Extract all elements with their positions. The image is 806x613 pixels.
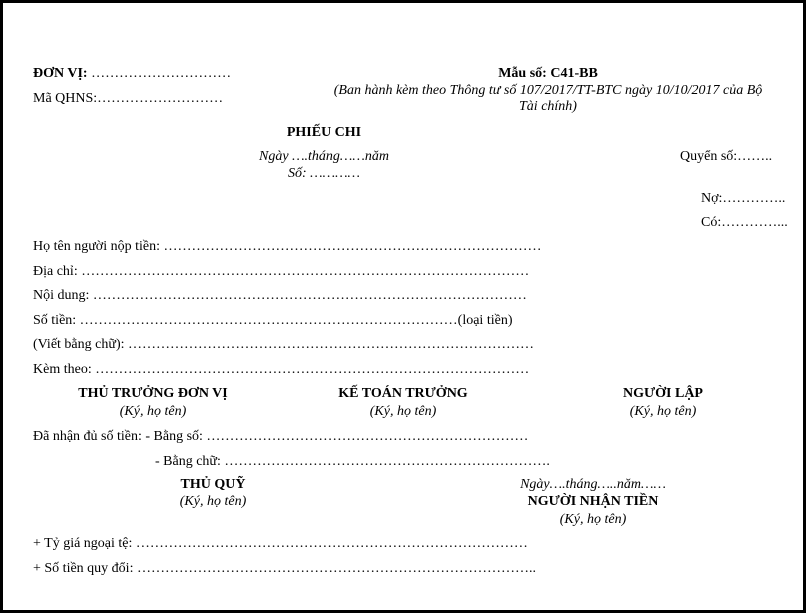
book-number: Quyển số:……..	[680, 149, 773, 164]
page-title: PHIẾU CHI	[286, 125, 362, 140]
attached-field: Kèm theo: …………………………………………………………………………………	[33, 362, 530, 377]
debit-field: Nợ:…………..	[701, 191, 786, 206]
accountant-signature-note: (Ký, họ tên)	[369, 404, 437, 419]
head-signature-note: (Ký, họ tên)	[119, 404, 187, 419]
cashier-signature-title: THỦ QUỸ	[180, 477, 246, 492]
address-field: Địa chỉ: ……………………………………………………………………………………	[33, 264, 530, 279]
issued-line-2: Tài chính)	[519, 99, 577, 114]
amount-words-field: (Viết bằng chữ): ……………………………………………………………………………	[33, 337, 534, 352]
preparer-signature-note: (Ký, họ tên)	[629, 404, 697, 419]
receiver-signature-note: (Ký, họ tên)	[559, 512, 627, 527]
unit-line	[33, 66, 231, 82]
credit-field: Có:…………...	[701, 215, 788, 230]
receiver-signature-title: NGƯỜI NHẬN TIỀN	[527, 494, 659, 509]
head-signature-title: THỦ TRƯỞNG ĐƠN VỊ	[78, 386, 228, 401]
form-number: Mẫu số: C41-BB	[498, 66, 598, 81]
received-by-number: Đã nhận đủ số tiền: - Bằng số: ……………………………………………………………	[33, 429, 529, 444]
unit-dots: …………………………	[87, 66, 232, 81]
receiver-date: Ngày….tháng…..năm……	[520, 477, 666, 492]
cashier-signature-note: (Ký, họ tên)	[179, 494, 247, 509]
converted-amount-field: + Số tiền quy đổi: …………………………………………………………………………..	[33, 561, 536, 576]
title-date: Ngày ….tháng……năm	[259, 149, 389, 164]
payer-name-field: Họ tên người nộp tiền: ………………………………………………………………………	[33, 239, 542, 254]
accountant-signature-title: KẾ TOÁN TRƯỞNG	[338, 386, 468, 401]
preparer-signature-title: NGƯỜI LẬP	[623, 386, 703, 401]
exchange-rate-field: + Tỷ giá ngoại tệ: …………………………………………………………………………	[33, 536, 528, 551]
received-by-words: - Bằng chữ: …………………………………………………………….	[155, 454, 550, 469]
qhns-line: Mã QHNS:………………………	[33, 91, 224, 106]
amount-field: Số tiền: ………………………………………………………………………(loại tiền)	[33, 313, 513, 328]
title-number: Số: …………	[288, 166, 360, 181]
issued-line-1: (Ban hành kèm theo Thông tư số 107/2017/TT-BTC ngày 10/10/2017 của Bộ	[333, 83, 763, 98]
content-field: Nội dung: …………………………………………………………………………………	[33, 288, 527, 303]
unit-label: ĐƠN VỊ:	[33, 66, 88, 81]
